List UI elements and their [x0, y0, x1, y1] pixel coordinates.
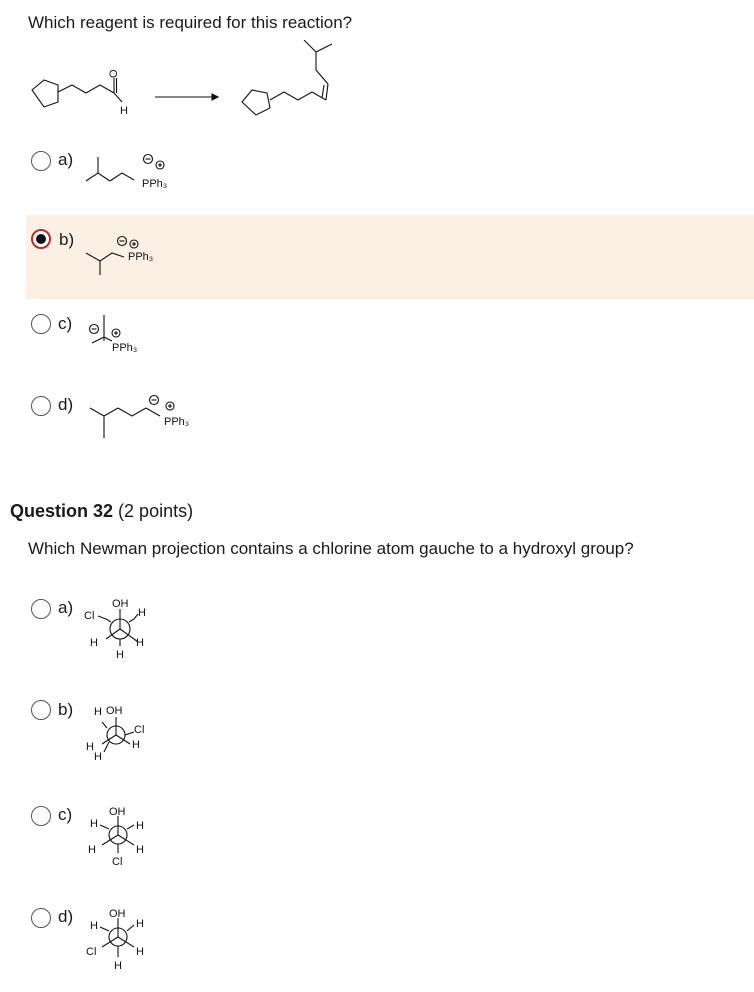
- q32-c-right-down: H: [136, 844, 144, 856]
- q31-option-b-group: PPh₃: [128, 251, 154, 263]
- q32-b-right-down: H: [132, 739, 140, 751]
- reaction-scheme: [20, 40, 350, 130]
- q32-radio-a[interactable]: [31, 599, 51, 619]
- q32-d-right-down: H: [136, 946, 144, 958]
- q31-option-b-label: b): [59, 230, 75, 249]
- q32-c-bottom: Cl: [112, 856, 123, 868]
- q32-b-left-bottom: H: [94, 751, 102, 763]
- q32-c-left-up: H: [90, 818, 98, 830]
- q31-radio-a[interactable]: [31, 151, 51, 171]
- q32-option-c[interactable]: [0, 801, 754, 871]
- q31-option-a[interactable]: [0, 140, 754, 188]
- q31-option-a-label: a): [58, 150, 74, 169]
- q32-a-bottom: H: [116, 649, 124, 661]
- q32-d-left-up: H: [90, 920, 98, 932]
- q31-option-d-label: d): [58, 395, 74, 414]
- q32-d-top: OH: [109, 908, 126, 920]
- q32-option-c-newman: [80, 801, 160, 869]
- q31-option-b-structure: [82, 227, 192, 277]
- q32-c-left-down: H: [88, 844, 96, 856]
- q31-option-c[interactable]: [0, 305, 754, 365]
- q31-option-d[interactable]: [0, 390, 754, 445]
- question-31-text: Which reagent is required for this reaction?: [28, 13, 353, 32]
- q32-option-b-label: b): [58, 700, 74, 719]
- q32-a-left: Cl: [84, 610, 95, 622]
- q32-radio-b[interactable]: [31, 700, 51, 720]
- q32-b-right-up: Cl: [134, 724, 145, 736]
- q32-d-right-up: H: [136, 918, 144, 930]
- q32-option-d[interactable]: [0, 903, 754, 978]
- q31-option-d-structure: [86, 390, 216, 442]
- q32-d-bottom: H: [114, 960, 122, 972]
- q32-d-left-down: Cl: [86, 946, 97, 958]
- q32-a-right-up: H: [138, 607, 146, 619]
- q31-option-a-group: PPh₃: [142, 178, 168, 190]
- q31-option-d-group: PPh₃: [164, 416, 190, 428]
- q32-option-b[interactable]: [0, 698, 754, 770]
- q31-option-a-structure: [82, 145, 192, 190]
- q32-b-top-left: H: [94, 706, 102, 718]
- q32-option-d-newman: [80, 903, 160, 973]
- q32-c-right-up: H: [136, 820, 144, 832]
- q32-option-c-label: c): [58, 805, 73, 824]
- q32-radio-d[interactable]: [31, 908, 51, 928]
- q31-radio-d[interactable]: [31, 396, 51, 416]
- q32-c-top: OH: [109, 806, 126, 818]
- q32-a-bottom-left: H: [90, 637, 98, 649]
- q32-option-b-newman: [82, 700, 162, 768]
- q32-b-left-down: H: [86, 741, 94, 753]
- q31-option-b[interactable]: [26, 215, 754, 299]
- q32-b-top: OH: [106, 705, 123, 717]
- question-32-header: [10, 501, 193, 522]
- question-32-points: (2 points): [118, 501, 194, 521]
- q31-radio-b[interactable]: [31, 229, 51, 249]
- q31-option-c-structure: [82, 307, 162, 357]
- q32-a-top: OH: [112, 598, 129, 610]
- q32-option-a-label: a): [58, 598, 74, 617]
- q32-a-right-down: H: [136, 637, 144, 649]
- question-32-text: Which Newman projection contains a chlorine atom gauche to a hydroxyl group?: [28, 539, 634, 558]
- aldehyde-oxygen-label: O: [108, 69, 120, 78]
- q32-option-d-label: d): [58, 907, 74, 926]
- question-32-title: Question 32: [10, 501, 114, 521]
- aldehyde-hydrogen-label: H: [120, 105, 128, 117]
- q31-option-c-group: PPh₃: [112, 342, 138, 354]
- q32-radio-c[interactable]: [31, 806, 51, 826]
- q31-radio-c[interactable]: [31, 314, 51, 334]
- q31-option-c-label: c): [58, 314, 73, 333]
- q32-option-a[interactable]: [0, 594, 754, 664]
- q32-option-a-newman: [80, 594, 160, 662]
